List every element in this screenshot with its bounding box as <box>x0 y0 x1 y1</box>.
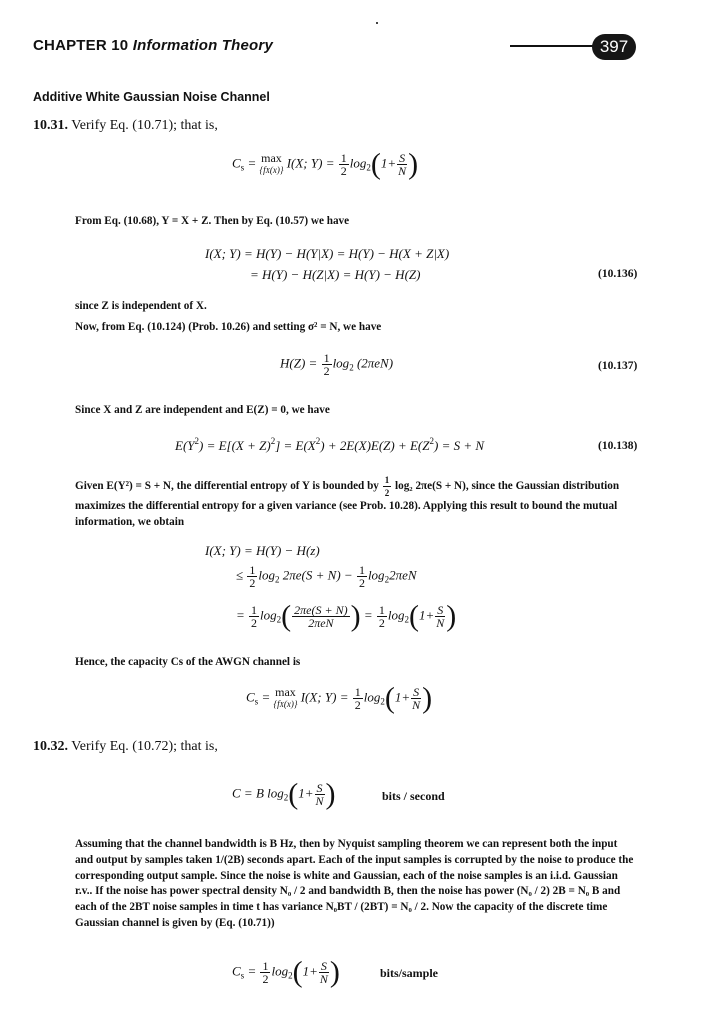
equation-mutual-info-2: = H(Y) − H(Z|X) = H(Y) − H(Z) <box>250 267 421 282</box>
equation-capacity-discrete: $C_s$ = $\frac{1}{2}$ $\log_2(1+$ $\frac{S}{N}$ ) <box>232 955 340 989</box>
equation-entropy-z: H(Z) = $\frac{1}{2}$ $\log_2 (2\pi eN)$ <box>280 351 394 378</box>
equation-bound-1: I(X; Y) = H(Y) − H(z) <box>205 543 320 558</box>
problem-statement: Verify Eq. (10.72); that is, <box>71 739 218 754</box>
problem-number: 10.31. <box>33 118 68 133</box>
paragraph-4: Since X and Z are independent and E(Z) = 0, we have <box>75 404 330 416</box>
paragraph-7: Assuming that the channel bandwidth is B Hz, then by Nyquist sampling theorem we can represent both the input and output by samples taken 1/(2B) seconds apart. Each of the input samples is corrupted by the noise to produce the corresponding output sample. Since the noise is white and Gaussian, each of the noise samples is an i.i.d. Gaussian r.v.. If the noise has power spectral density N₀ / 2 and bandwidth B, then the noise has power (N₀ / 2) 2B = N₀ B and each of the 2BT noise samples in time t has variance N₀BT / (2BT) = N₀ / 2. Now the capacity of the discrete time Gaussian channel is given by (Eq. (10.71)) <box>75 838 634 929</box>
page-number: 397 <box>592 34 636 60</box>
equation-number-10-138: (10.138) <box>598 440 638 452</box>
equation-capacity-2: $C_s$ = max {fX(x)} I(X; Y) = $\frac{1}{2}$ $\log_2(1+$ $\frac{S}{N}$ ) <box>246 681 433 715</box>
paragraph-5-start: Given E(Y²) = S + N, the differential entropy of Y is bounded by <box>75 480 379 493</box>
chapter-label: CHAPTER 10 <box>33 37 129 54</box>
unit-bits-second: bits / second <box>382 789 445 803</box>
paragraph-6: Hence, the capacity Cs of the AWGN channel is <box>75 656 301 668</box>
paragraph-5: Given E(Y²) = S + N, the differential entropy of Y is bounded by $\frac{1}{2}$ log₂ 2πe(S + N), since the Gaussian distribution maximizes the differential entropy for a given variance (see Prob. 10.28). Applying this result to bound the mutual information, we obtain <box>75 475 620 528</box>
paragraph-5-end: log₂ 2πe(S + N), since the Gaussian distribution maximizes the differential entropy for a given variance (see Prob. 10.28). Applying this result to bound the mutual information, we obtain <box>75 480 620 528</box>
problem-10-32 <box>33 739 218 755</box>
equation-shannon-capacity: C = B $\log_2(1+$ $\frac{S}{N}$ ) <box>232 777 336 811</box>
chapter-title: Information Theory <box>132 37 274 54</box>
paragraph-3: Now, from Eq. (10.124) (Prob. 10.26) and setting σ² = N, we have <box>75 321 382 333</box>
equation-number-10-137: (10.137) <box>598 360 638 372</box>
equation-bound-3: = $\frac{1}{2}$ $\log_2$( $\frac{2\pi e(S + N)}{\text{2πeN}}$ ) = $\frac{1}{2}$ $\log_2(1+$ $\frac{S}{N}$ ) <box>236 599 457 633</box>
section-title: Additive White Gaussian Noise Channel <box>33 90 270 104</box>
running-header <box>33 37 273 54</box>
paragraph-2: since Z is independent of X. <box>75 300 207 312</box>
header-rule <box>510 45 602 47</box>
paragraph-1: From Eq. (10.68), Y = X + Z. Then by Eq. (10.57) we have <box>75 215 350 227</box>
equation-bound-2: ≤ $\frac{1}{2}$ $\log_2 2\pi e(S + N)$ − $\frac{1}{2}$ $\log_22\pi eN$ <box>236 563 417 590</box>
problem-10-31 <box>33 118 218 134</box>
equation-capacity-1: $C_s$ = max {fX(x)} I(X; Y) = $\frac{1}{2}$ $\log_2(1+$ $\frac{S}{N}$ ) <box>232 147 419 181</box>
stray-dot <box>376 22 378 24</box>
problem-statement: Verify Eq. (10.71); that is, <box>71 118 218 133</box>
problem-number: 10.32. <box>33 739 68 754</box>
equation-number-10-136: (10.136) <box>598 268 638 280</box>
equation-mutual-info-1: I(X; Y) = H(Y) − H(Y|X) = H(Y) − H(X + Z|X) <box>205 246 450 261</box>
unit-bits-sample: bits/sample <box>380 966 439 980</box>
equation-expectation: $E(Y^2) = E[(X + Z)^2] = E(X^2) + 2E(X)E(Z) + E(Z^2) = S + N$ <box>175 436 485 453</box>
